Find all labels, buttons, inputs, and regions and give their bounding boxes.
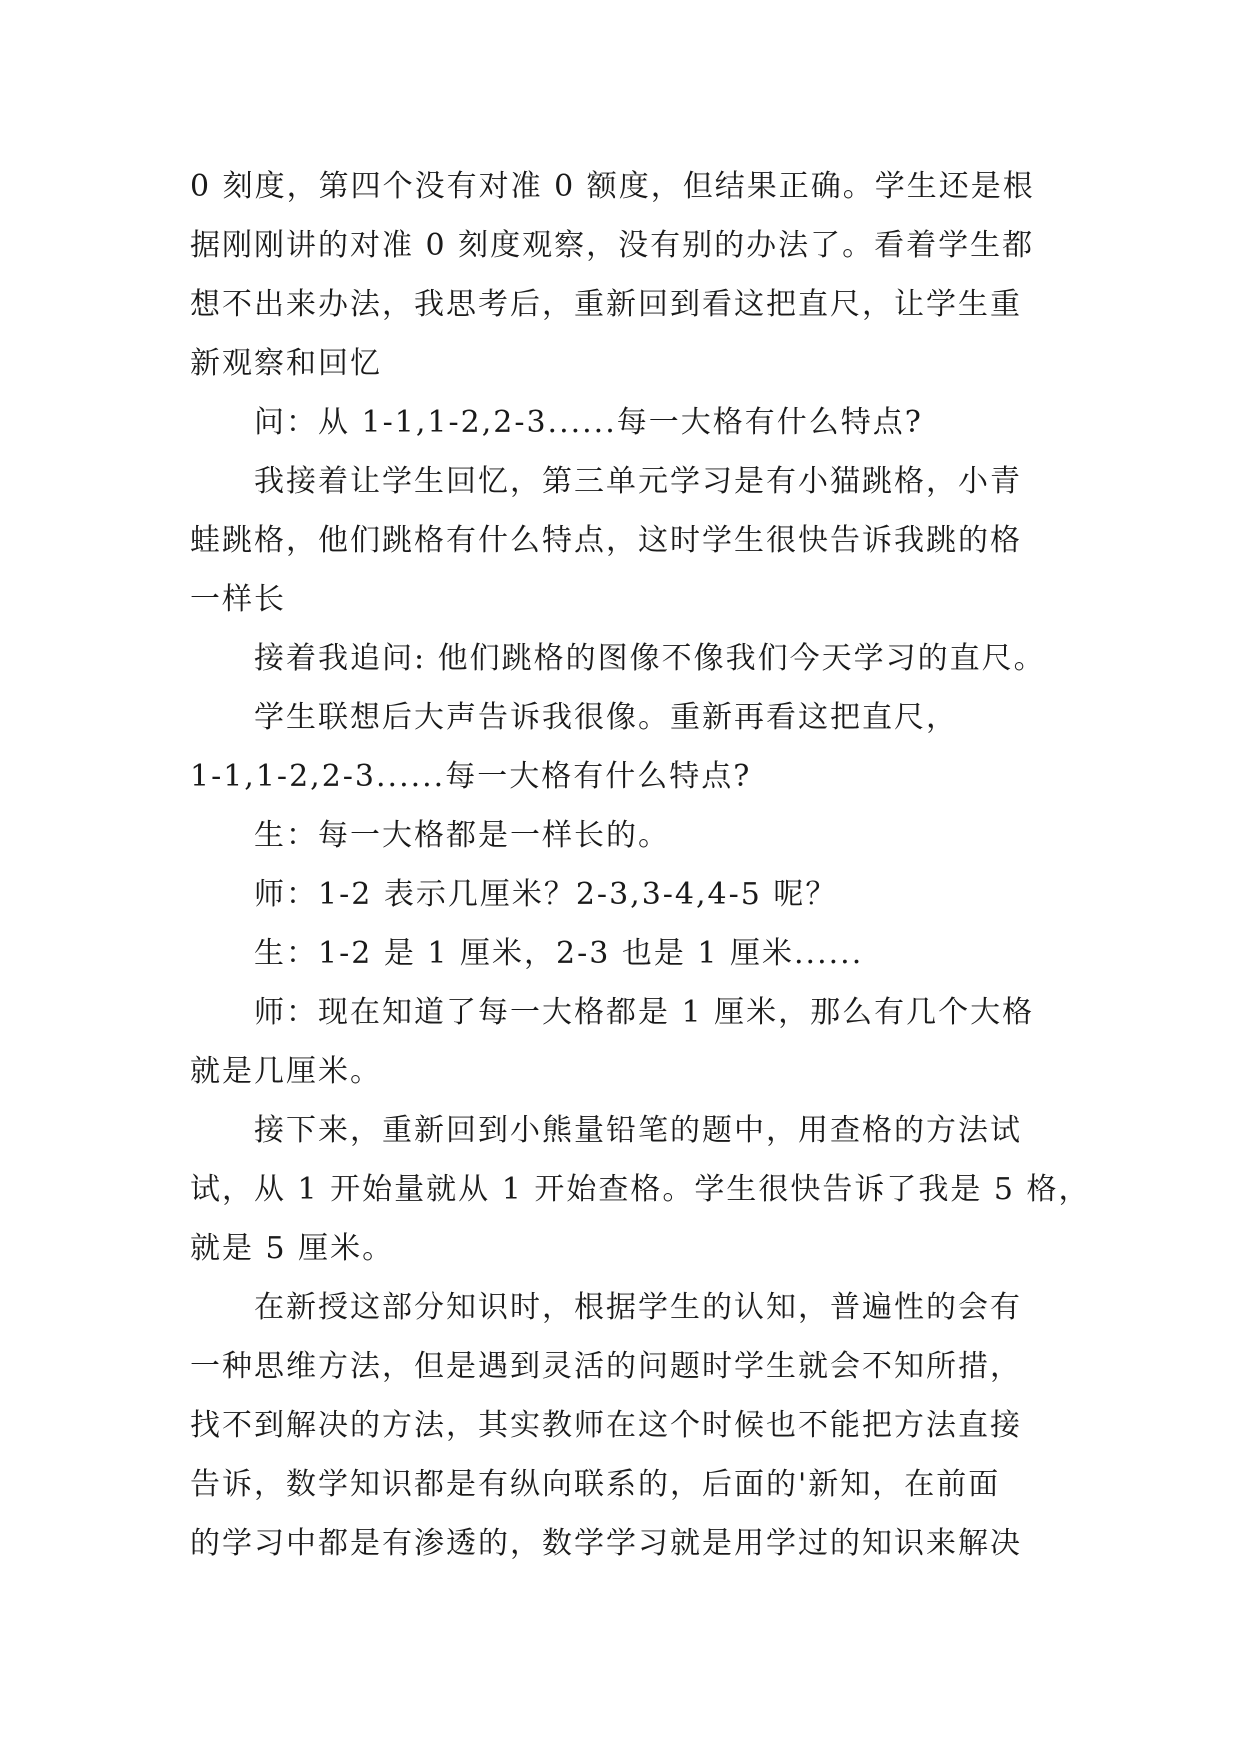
text-line: 我接着让学生回忆，第三单元学习是有小猫跳格，小青 — [254, 464, 1022, 499]
text-line: 学生联想后大声告诉我很像。重新再看这把直尺， — [254, 700, 958, 735]
body-text — [190, 157, 1091, 1573]
paragraph-2 — [190, 393, 1055, 452]
paragraph-9 — [190, 983, 1055, 1101]
paragraph-7 — [190, 865, 1055, 924]
text-line: 在新授这部分知识时，根据学生的认知，普遍性的会有 — [254, 1290, 1022, 1325]
paragraph-5 — [190, 688, 1055, 806]
paragraph-8 — [190, 924, 1055, 983]
text-line: 新观察和回忆 — [190, 346, 382, 381]
text-line: 就是 5 厘米。 — [190, 1231, 395, 1266]
text-line: 蛙跳格，他们跳格有什么特点，这时学生很快告诉我跳的格 — [190, 523, 1022, 558]
text-line: 生：1-2 是 1 厘米，2-3 也是 1 厘米...... — [254, 936, 864, 971]
paragraph-11 — [190, 1278, 1055, 1573]
text-line: 据刚刚讲的对准 0 刻度观察，没有别的办法了。看着学生都 — [190, 228, 1035, 263]
text-line: 1-1,1-2,2-3......每一大格有什么特点? — [190, 759, 752, 794]
paragraph-1 — [190, 157, 1055, 393]
text-line: 0 刻度，第四个没有对准 0 额度，但结果正确。学生还是根 — [190, 169, 1035, 204]
text-line: 的学习中都是有渗透的，数学学习就是用学过的知识来解决 — [190, 1526, 1022, 1561]
paragraph-10 — [190, 1101, 1091, 1278]
text-line: 告诉，数学知识都是有纵向联系的，后面的'新知，在前面 — [190, 1467, 1001, 1502]
text-line: 找不到解决的方法，其实教师在这个时候也不能把方法直接 — [190, 1408, 1022, 1443]
text-line: 就是几厘米。 — [190, 1054, 382, 1089]
text-line: 接着我追问: 他们跳格的图像不像我们今天学习的直尺。 — [254, 641, 1046, 676]
text-line: 试，从 1 开始量就从 1 开始查格。学生很快告诉了我是 5 格， — [190, 1172, 1091, 1207]
text-line: 一样长 — [190, 582, 286, 617]
text-line: 师：1-2 表示几厘米？2-3,3-4,4-5 呢？ — [254, 877, 838, 912]
paragraph-6 — [190, 806, 1055, 865]
text-line: 问：从 1-1,1-2,2-3......每一大格有什么特点? — [254, 405, 923, 440]
text-line: 师：现在知道了每一大格都是 1 厘米，那么有几个大格 — [254, 995, 1035, 1030]
text-line: 想不出来办法，我思考后，重新回到看这把直尺，让学生重 — [190, 287, 1022, 322]
paragraph-3 — [190, 452, 1055, 629]
text-line: 接下来，重新回到小熊量铅笔的题中，用查格的方法试 — [254, 1113, 1022, 1148]
text-line: 一种思维方法，但是遇到灵活的问题时学生就会不知所措， — [190, 1349, 1022, 1384]
paragraph-4 — [190, 629, 1055, 688]
text-line: 生：每一大格都是一样长的。 — [254, 818, 670, 853]
